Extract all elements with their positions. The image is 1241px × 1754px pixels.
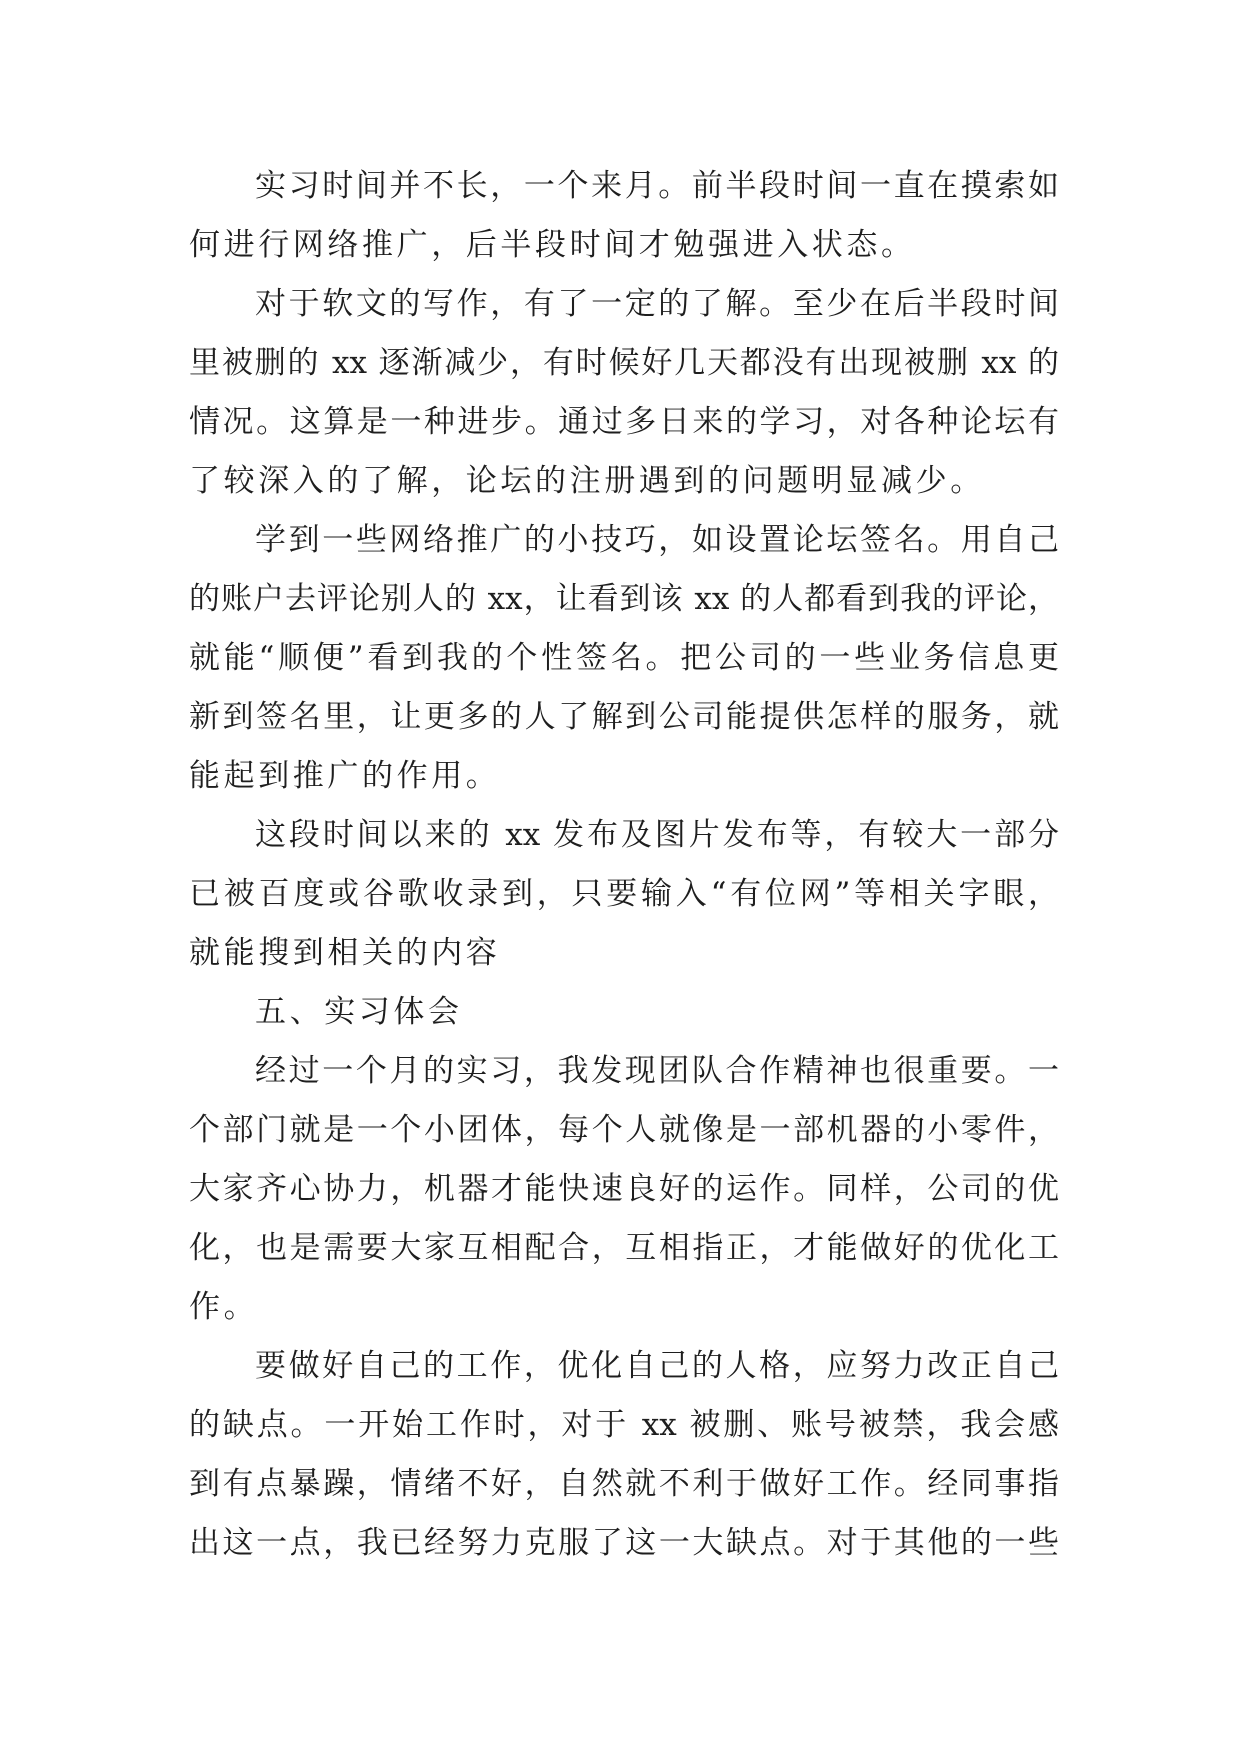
text-line: 新到签名里，让更多的人了解到公司能提供怎样的服务，就 [189,699,1059,735]
text-line: 化，也是需要大家互相配合，互相指正，才能做好的优化工 [189,1230,1059,1266]
document-body [189,157,1059,1573]
text-line: 情况。这算是一种进步。通过多日来的学习，对各种论坛有 [189,404,1059,440]
text-line: 大家齐心协力，机器才能快速良好的运作。同样，公司的优 [189,1171,1059,1207]
text-line: 的账户去评论别人的 xx，让看到该 xx 的人都看到我的评论， [189,581,1059,617]
text-line: 就能搜到相关的内容 [189,935,501,971]
text-line: 学到一些网络推广的小技巧，如设置论坛签名。用自己 [255,522,1059,558]
text-line: 就能“顺便”看到我的个性签名。把公司的一些业务信息更 [189,640,1059,676]
text-line: 经过一个月的实习，我发现团队合作精神也很重要。一 [255,1053,1059,1089]
text-line: 出这一点，我已经努力克服了这一大缺点。对于其他的一些 [189,1525,1059,1561]
text-line: 这段时间以来的 xx 发布及图片发布等，有较大一部分 [255,817,1059,853]
text-line: 已被百度或谷歌收录到，只要输入“有位网”等相关字眼， [189,876,1059,912]
text-line: 五、实习体会 [255,994,463,1030]
text-line: 要做好自己的工作，优化自己的人格，应努力改正自己 [255,1348,1059,1384]
text-line: 实习时间并不长，一个来月。前半段时间一直在摸索如 [255,168,1059,204]
text-line: 能起到推广的作用。 [189,758,501,794]
text-line: 作。 [189,1289,259,1325]
text-line: 何进行网络推广，后半段时间才勉强进入状态。 [189,227,916,263]
text-line: 对于软文的写作，有了一定的了解。至少在后半段时间 [255,286,1059,322]
text-line: 了较深入的了解，论坛的注册遇到的问题明显减少。 [189,463,985,499]
text-line: 个部门就是一个小团体，每个人就像是一部机器的小零件， [189,1112,1059,1148]
text-line: 里被删的 xx 逐渐减少，有时候好几天都没有出现被删 xx 的 [189,345,1059,381]
text-line: 到有点暴躁，情绪不好，自然就不利于做好工作。经同事指 [189,1466,1059,1502]
text-line: 的缺点。一开始工作时，对于 xx 被删、账号被禁，我会感 [189,1407,1059,1443]
